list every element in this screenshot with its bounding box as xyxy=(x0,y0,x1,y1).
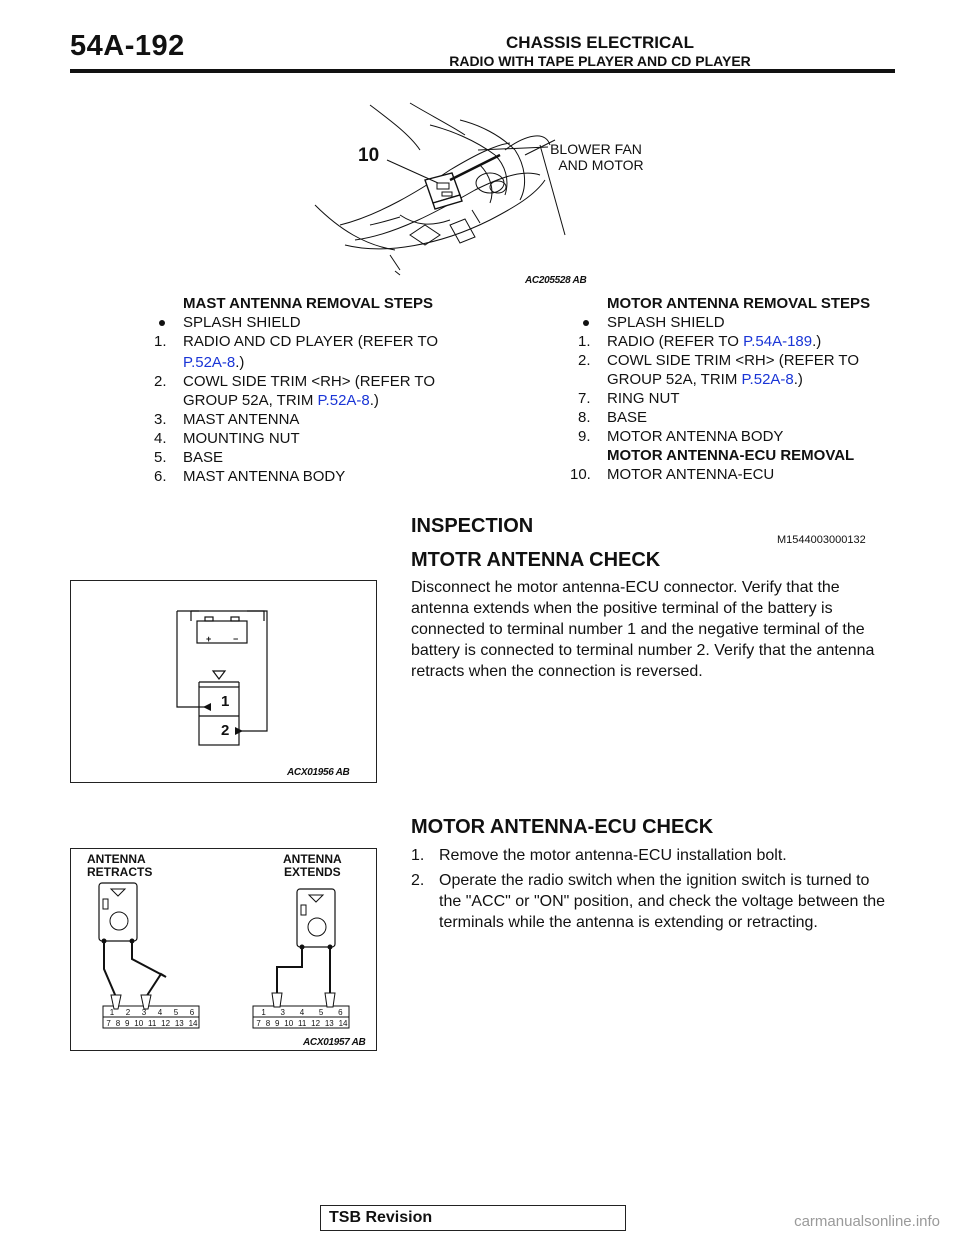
figure-code: AC205528 AB xyxy=(525,275,587,286)
inspection-code: M1544003000132 xyxy=(777,534,866,546)
motor-antenna-steps xyxy=(570,294,897,484)
ref-link-52a-8[interactable]: P.52A-8 xyxy=(183,354,236,371)
battery-plus: + xyxy=(206,634,212,644)
mast-step-5: 5. BASE xyxy=(154,449,224,466)
section-title: CHASSIS ELECTRICAL xyxy=(506,33,694,52)
section-subtitle: RADIO WITH TAPE PLAYER AND CD PLAYER xyxy=(449,53,751,69)
mast-step-2-cont: GROUP 52A, TRIM P.52A-8.) xyxy=(183,392,379,409)
mast-step-bullet: SPLASH SHIELD xyxy=(183,313,473,332)
motor-step-9: 9. MOTOR ANTENNA BODY xyxy=(578,428,784,445)
ecu-check-heading: MOTOR ANTENNA-ECU CHECK xyxy=(411,816,714,838)
top-illustration xyxy=(300,95,650,290)
bullet-icon xyxy=(159,320,165,326)
ecu-check-step-2: 2. Operate the radio switch when the ignition switch is turned to the "ACC" or "ON" position, and check the voltage between the terminals while the antenna is extending or retracting. xyxy=(411,872,886,931)
voltmeter-test-figure xyxy=(70,848,377,1051)
mast-step-4: 4. MOUNTING NUT xyxy=(154,430,300,447)
mast-steps-title: MAST ANTENNA REMOVAL STEPS xyxy=(183,295,434,312)
ref-link-52a-8[interactable]: P.52A-8 xyxy=(317,392,370,409)
motor-step-bullet: SPLASH SHIELD xyxy=(607,313,897,332)
motor-step-2-cont: GROUP 52A, TRIM P.52A-8.) xyxy=(607,371,803,388)
blower-fan-drawing xyxy=(300,95,650,290)
figure-code: ACX01957 AB xyxy=(303,1037,366,1048)
motor-step-7: 7. RING NUT xyxy=(578,390,680,407)
motor-steps-title: MOTOR ANTENNA REMOVAL STEPS xyxy=(607,295,871,312)
ecu-check-steps xyxy=(411,845,891,933)
terminal-2-label: 2 xyxy=(221,722,230,739)
motor-step-10: 10. MOTOR ANTENNA-ECU xyxy=(570,466,775,483)
callout-number: 10 xyxy=(358,145,380,166)
connector-right-bottom: 7 8 9 10 11 12 13 14 xyxy=(256,1019,348,1028)
page-number: 54A-192 xyxy=(70,30,185,62)
figure-code: ACX01956 AB xyxy=(287,767,350,778)
watermark: carmanualsonline.info xyxy=(794,1213,940,1230)
motor-step-2: 2. COWL SIDE TRIM <RH> (REFER TO xyxy=(578,352,859,369)
antenna-extends-label: ANTENNA EXTENDS xyxy=(283,852,342,879)
battery-test-figure xyxy=(70,580,377,783)
callout-label-line2: AND MOTOR xyxy=(558,157,644,173)
battery-minus: − xyxy=(233,634,239,644)
header-rule xyxy=(70,69,895,73)
callout-label-line1: BLOWER FAN xyxy=(550,141,642,157)
terminal-1-label: 1 xyxy=(221,693,230,710)
tsb-revision-box: TSB Revision xyxy=(320,1205,626,1231)
motor-step-1: 1. RADIO (REFER TO P.54A-189.) xyxy=(578,333,822,350)
mast-step-3: 3. MAST ANTENNA xyxy=(154,411,300,428)
callout-label xyxy=(546,141,646,173)
connector-right-top: 1 3 4 5 6 xyxy=(261,1008,343,1017)
motor-ecu-subtitle: MOTOR ANTENNA-ECU REMOVAL xyxy=(607,447,855,464)
motor-antenna-check-text: Disconnect he motor antenna-ECU connector. Verify that the antenna extends when the positive terminal of the battery is connected to terminal number 1 and the negative terminal of the battery is connected to terminal number 2. Verify that the antenna retracts when the connection is reversed. xyxy=(411,579,875,680)
mast-step-1: 1. RADIO AND CD PLAYER (REFER TO xyxy=(154,333,439,350)
motor-antenna-check-heading: MTOTR ANTENNA CHECK xyxy=(411,549,661,571)
ref-link-54a-189[interactable]: P.54A-189 xyxy=(743,333,813,350)
motor-step-8: 8. BASE xyxy=(578,409,648,426)
bullet-icon xyxy=(583,320,589,326)
inspection-heading: INSPECTION xyxy=(411,515,534,537)
battery-test-diagram xyxy=(71,581,376,782)
ref-link-52a-8[interactable]: P.52A-8 xyxy=(741,371,794,388)
connector-left-bottom: 7 8 9 10 11 12 13 14 xyxy=(106,1019,198,1028)
mast-step-1-cont: P.52A-8.) xyxy=(183,354,245,371)
antenna-retracts-label: ANTENNA RETRACTS xyxy=(87,852,153,879)
connector-left-top: 1 2 3 4 5 6 xyxy=(109,1008,195,1017)
ecu-check-step-1: 1. Remove the motor antenna-ECU installation bolt. xyxy=(411,847,787,864)
mast-antenna-steps xyxy=(154,294,473,486)
mast-step-2: 2. COWL SIDE TRIM <RH> (REFER TO xyxy=(154,373,435,390)
mast-step-6: 6. MAST ANTENNA BODY xyxy=(154,468,346,485)
